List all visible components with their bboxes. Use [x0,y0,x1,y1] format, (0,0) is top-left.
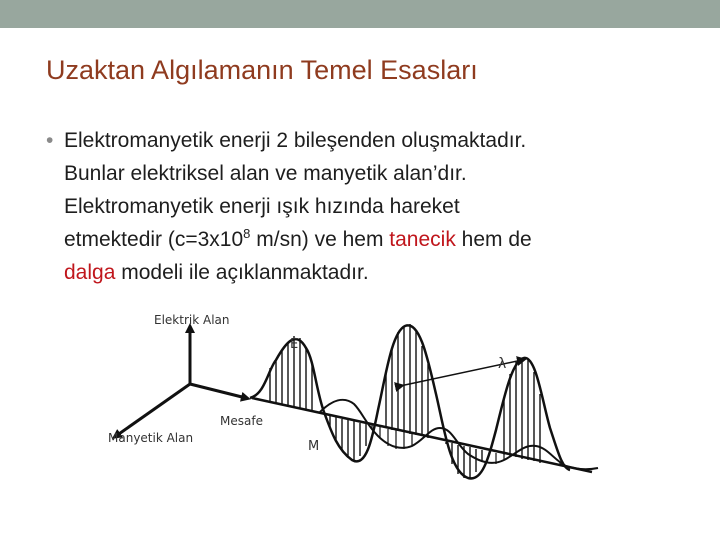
bullet-line-1 [46,124,706,157]
slide-body [46,124,706,289]
body-line-4-pre: etmektedir (c=3x10 [64,228,244,251]
body-line-1: Elektromanyetik enerji 2 bileşenden oluşmaktadır. [64,129,527,152]
distance-label: Mesafe [220,414,263,428]
body-line-2: Bunlar elektriksel alan ve manyetik alan’dır. [64,162,467,185]
slide-title: Uzaktan Algılamanın Temel Esasları [46,55,478,85]
distance-axis [190,384,246,398]
electric-field-label: Elektrik Alan [154,313,230,327]
e-label: E [290,337,299,352]
lambda-label: λ [498,356,507,372]
magnetic-field-label: Manyetik Alan [108,431,194,445]
body-line-3: Elektromanyetik enerji ışık hızında hareket [64,195,460,218]
body-line-5-post: modeli ile açıklanmaktadır. [115,261,369,284]
bullet-icon: • [46,129,54,152]
body-line-4-post: hem de [455,228,532,251]
top-bar [0,0,720,28]
m-label: M [308,439,320,454]
body-line-5 [46,256,706,289]
exponent: 8 [243,226,251,241]
magnetic-field-axis [116,384,190,436]
body-line-4-mid: m/sn) ve hem [250,228,390,251]
body-line-4 [46,223,706,256]
electric-field-hatching [270,324,540,478]
highlight-dalga: dalga [64,261,116,284]
highlight-tanecik: tanecik [389,228,456,251]
em-wave-diagram [100,300,700,520]
